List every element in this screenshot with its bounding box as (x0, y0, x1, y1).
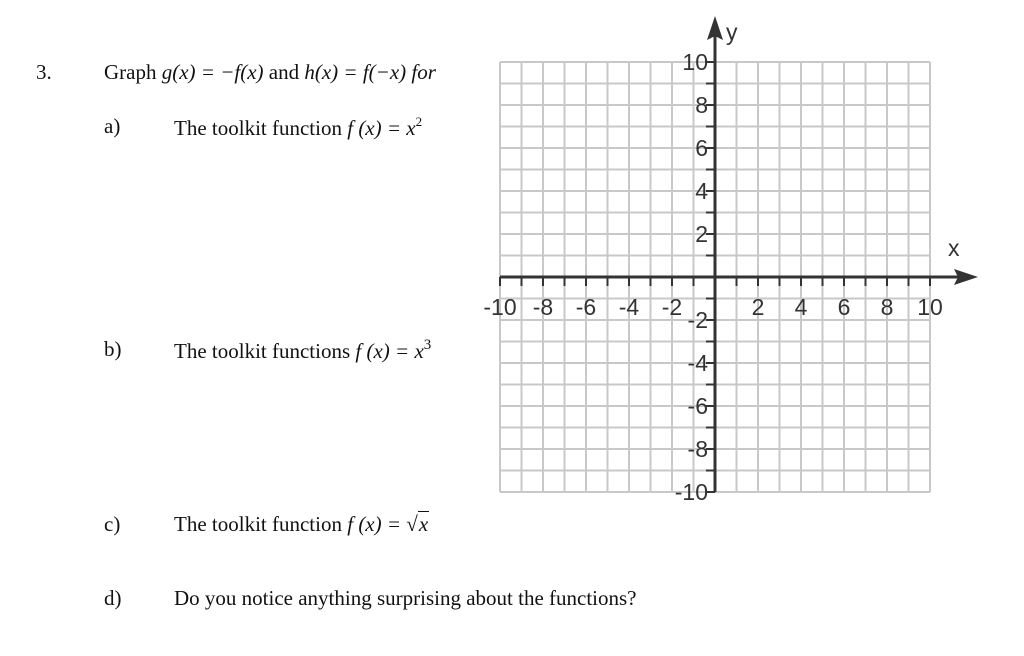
x-tick-label: -6 (575, 294, 597, 320)
prompt-g-definition: g(x) = −f(x) (161, 60, 264, 84)
part-b-exponent: 3 (423, 337, 432, 353)
y-tick-label: 8 (695, 92, 708, 118)
question-prompt (104, 60, 436, 85)
sqrt-argument: x (418, 512, 429, 536)
y-tick-label: -4 (687, 350, 708, 376)
y-tick-label: -2 (687, 307, 708, 333)
y-tick-label: -10 (674, 479, 708, 505)
y-tick-label: -6 (687, 393, 708, 419)
x-tick-label: 10 (917, 294, 943, 320)
y-tick-label: -8 (687, 436, 708, 462)
part-b-description: The toolkit functions (174, 339, 351, 363)
part-b-expression: f (x) = x (355, 339, 424, 363)
x-tick-label: -4 (618, 294, 640, 320)
part-a-text (174, 114, 422, 141)
y-tick-label: 2 (695, 221, 708, 247)
prompt-word-graph: Graph (104, 60, 157, 84)
part-d-label: d) (104, 586, 122, 610)
y-axis-label: y (726, 19, 738, 45)
part-a-expression: f (x) = x (347, 116, 416, 140)
x-tick-label: 4 (794, 294, 808, 320)
x-tick-label: -8 (532, 294, 554, 320)
prompt-h-definition: h(x) = f(−x) for (304, 60, 436, 84)
part-a-exponent: 2 (415, 114, 423, 129)
y-tick-label: 10 (682, 49, 708, 75)
part-c-text (174, 512, 429, 537)
x-tick-label: -2 (661, 294, 683, 320)
coordinate-grid (470, 10, 990, 510)
sqrt-symbol: √ (406, 512, 418, 536)
y-tick-label: 6 (695, 135, 708, 161)
part-a-label: a) (104, 114, 121, 138)
y-tick-label: 4 (695, 178, 708, 204)
question-number: 3. (36, 60, 52, 84)
part-d-text: Do you notice anything surprising about the functions? (174, 586, 637, 610)
axes (500, 16, 978, 492)
x-tick-label: 8 (880, 294, 894, 320)
part-b-text (174, 337, 431, 364)
part-a-description: The toolkit function (174, 116, 342, 140)
prompt-and-word: and (268, 60, 300, 84)
x-tick-label: 2 (751, 294, 765, 320)
x-axis-label: x (948, 235, 960, 261)
part-c-description: The toolkit function (174, 512, 342, 536)
part-b-label: b) (104, 337, 122, 361)
part-c-expression: f (x) = (347, 512, 407, 536)
x-tick-label: -10 (483, 294, 517, 320)
part-c-label: c) (104, 512, 121, 536)
x-tick-label: 6 (837, 294, 851, 320)
